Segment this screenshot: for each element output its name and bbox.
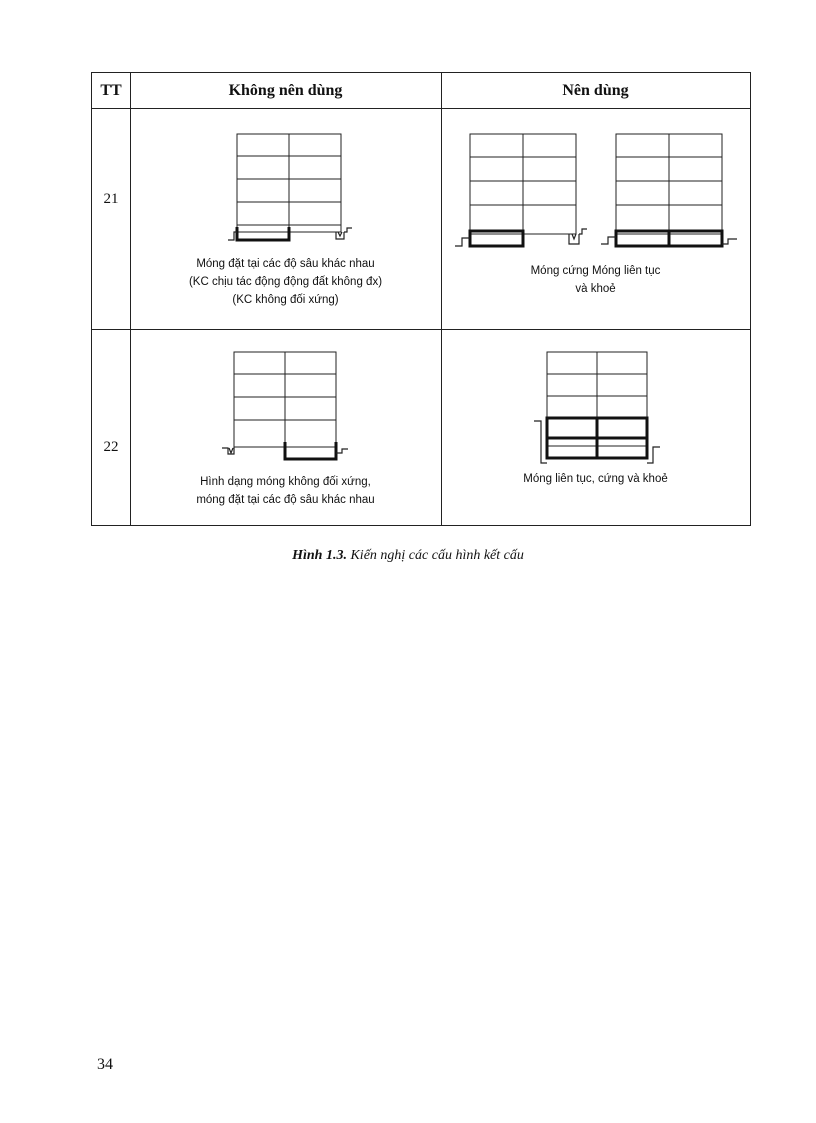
caption-line: (KC chịu tác động động đất không đx) [188, 276, 383, 288]
figure-caption [0, 548, 816, 564]
row-divider [92, 108, 750, 109]
column-divider [441, 73, 442, 525]
row-number: 22 [103, 439, 119, 455]
row-number: 21 [103, 191, 119, 207]
row-divider [92, 329, 750, 330]
caption-line: Móng đặt tại các độ sâu khác nhau [196, 258, 375, 270]
caption-stepped-foundation [130, 255, 441, 309]
continuous-foundation-diagram [589, 131, 747, 251]
caption-rigid-foundation [441, 262, 750, 298]
rigid-foundation-diagram [447, 131, 597, 251]
figure-table [91, 72, 751, 526]
caption-line: Móng cứng Móng liên tục [530, 265, 661, 277]
caption-line: Móng liên tục, cứng và khoẻ [523, 473, 668, 485]
caption-asymmetric-foundation [130, 473, 441, 509]
stepped-foundation-diagram [214, 131, 354, 246]
header-tt: TT [100, 82, 122, 99]
header-not-recommended: Không nên dùng [228, 82, 343, 99]
caption-continuous-rigid-foundation [441, 470, 750, 488]
caption-line: móng đặt tại các độ sâu khác nhau [196, 494, 375, 506]
continuous-rigid-foundation-diagram [522, 349, 672, 467]
figure-label: Hình 1.3. [292, 548, 347, 563]
caption-line: (KC không đối xứng) [232, 294, 339, 306]
figure-caption-text: Kiến nghị các cấu hình kết cấu [346, 548, 524, 563]
caption-line: Hình dạng móng không đối xứng, [200, 476, 371, 488]
header-recommended: Nên dùng [562, 82, 629, 99]
page-number: 34 [97, 1056, 113, 1073]
asymmetric-foundation-diagram [214, 349, 359, 467]
caption-line: và khoẻ [575, 283, 616, 295]
